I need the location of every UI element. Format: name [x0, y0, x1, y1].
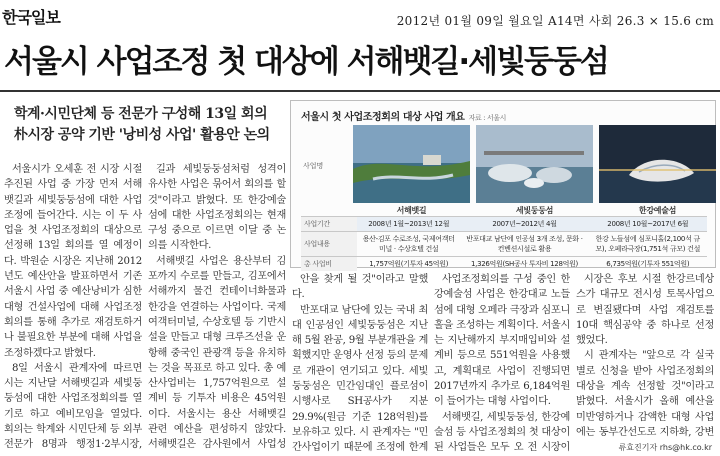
caption-art-island: 한강예술섬 — [638, 206, 677, 215]
table-cell: 2008년 1월~2013년 12월 — [357, 217, 460, 232]
graphic-title — [301, 108, 506, 123]
table-cell: 용산-김포 수로조성, 국제여객터미널 · 수상호텔 건설 — [357, 232, 460, 257]
row-label: 총 사업비 — [301, 257, 357, 272]
caption-seohae: 서해뱃길 — [396, 206, 427, 215]
project-table — [301, 216, 707, 271]
graphic-source: 자료 : 서울시 — [468, 114, 506, 122]
issue-meta: 2012년 01월 09일 월요일 A14면 사회 26.3 × 15.6 cm — [396, 14, 714, 28]
table-cell: 1,326억원(SH공사 투자비 128억원) — [460, 257, 588, 272]
subheading-1: 학계·시민단체 등 전문가 구성해 13일 회의 — [14, 106, 268, 122]
table-cell: 6,735억원(기투자 551억원) — [589, 257, 707, 272]
table-cell: 한강 노들섬에 심포니홀(2,100석 규모), 오페라극장(1,751석 규모) 건설 — [589, 232, 707, 257]
table-row — [301, 217, 707, 232]
reporter-byline: 류효진기자 rhs@hk.co.kr — [618, 443, 712, 452]
table-cell: 1,757억원(기투자 45억원) — [357, 257, 460, 272]
subheading-2: 朴시장 공약 기반 '낭비성 사업' 활용안 논의 — [14, 127, 270, 143]
table-cell: 반포대교 남단에 인공섬 3개 조성, 문화 · 컨벤션시설로 활용 — [460, 232, 588, 257]
photo-seohae-canal — [353, 125, 470, 203]
paragraph: 서울시가 오세훈 전 시장 시절 추진된 사업 중 가장 먼저 서해뱃길과 세빛둥둥섬에 대한 사업조정에 들어간다. 시는 이 두 사업을 첫 사업조정회의 대상으로 선정해 13일 회의를 열 예정이다. 박원순 시장은 지난해 2012년도 예산안을 발표하면서 기존 서울시 사업 중 예산낭비가 심한 대형 건설사업에 대해 사업조정회의를 통해 추가로 재검토하거나 불필요한 부분에 대해 사업을 조정하겠다고 밝혔다. — [4, 164, 142, 359]
article-column-5 — [576, 272, 714, 440]
paragraph: 시장은 후보 시절 한강르네상스가 대규모 전시성 토목사업으로 변질됐다며 사업 재검토를 10대 핵심공약 중 하나로 선정했었다. — [576, 274, 714, 347]
table-cell: 2008년 10월~2017년 6월 — [589, 217, 707, 232]
table-row — [301, 232, 707, 257]
article-column-1 — [4, 162, 142, 452]
paragraph: 길과 세빛둥둥섬처럼 성격이 유사한 사업은 묶어서 회의를 할 것"이라고 밝혔다. 또 한강예술섬에 대한 사업조정회의는 현재 구성 중으로 이르면 이달 중 논의를 시작한다. — [148, 164, 286, 252]
paragraph: 반포대교 남단에 있는 국내 최대 인공섬인 세빛둥둥섬은 지난해 5월 완공, 9월 부분개관을 계획했지만 운영사 선정 등의 문제로 개관이 연기되고 있다. 세빛둥둥섬은 민간임대인 플로섬이 시행사로 SH공사가 지분 29.9%(원금 기준 128억원)를 보유하고 있다. 시 관계자는 "민간사업이기 때문에 조정에 한계 — [292, 304, 428, 452]
newspaper-logo: 한국일보 — [2, 8, 60, 27]
graphic-photo-row-label: 사업명 — [303, 162, 324, 170]
paragraph: 서해뱃길, 세빛둥둥섬, 한강예술섬 등 사업조정회의 첫 대상이 된 사업들은 모두 오 전 시장이 — [434, 411, 570, 452]
article-headline: 서울시 사업조정 첫 대상에 서해뱃길·세빛둥둥섬 — [4, 44, 608, 80]
masthead — [0, 0, 720, 30]
headline-rule — [0, 90, 720, 92]
paragraph: 시 관계자는 "앞으로 각 실국별로 신청을 받아 사업조정회의 대상을 계속 선정할 것"이라고 밝혔다. 서울시가 올해 예산을 미반영하거나 감액한 대형 사업에는 동부간선도로 지하화, 강변 — [576, 350, 714, 438]
photo-hangang-art-island — [599, 125, 716, 203]
article-column-4 — [434, 272, 570, 452]
graphic-title-text: 서울시 첫 사업조정회의 대상 사업 개요 — [301, 112, 465, 123]
row-label: 사업기간 — [301, 217, 357, 232]
subheadings — [14, 104, 304, 146]
article-column-3 — [292, 272, 428, 452]
photo-floating-islands — [476, 125, 593, 203]
paragraph: 8일 서울시 관계자에 따르면 시는 지난달 서해뱃길과 세빛둥둥섬에 대한 사업조정회의를 열기로 하고 예비모임을 열었다. 회의는 학계와 시민단체 등 외부 전문가 8명과 행정1·2부시장, — [4, 362, 142, 451]
article-column-2 — [148, 162, 286, 452]
paragraph: 사업조정회의를 구성 중인 한강예술섬 사업은 한강대교 노들섬에 대형 오페라 극장과 심포니홀을 조성하는 계획이다. 서울시는 지난해까지 부지매입비와 설계비 등으로 551억원을 사용했고, 계획대로 사업이 진행되면 2017년까지 추가로 6,184억원이 들어가는 대형 사업이다. — [434, 274, 570, 408]
paragraph: 안을 찾게 될 것"이라고 말했다. — [292, 274, 428, 301]
project-overview-graphic — [290, 100, 716, 268]
table-cell: 2007년~2012년 4월 — [460, 217, 588, 232]
row-label: 사업내용 — [301, 232, 357, 257]
caption-floating-islands: 세빛둥둥섬 — [515, 206, 554, 215]
paragraph: 서해뱃길 사업은 용산부터 김포까지 수로를 만들고, 김포에서 서해까지 물건 컨테이너화물과 한강을 연결하는 사업이다. 국제여객터미널, 수상호텔 등 기반시설을 만들고 대형 크루즈선을 운항해 중국인 관광객 등을 유치하는 것을 목표로 하고 있다. 총 예산사업비는 1,757억원으로 설계비 등 기투자 비용은 45억원이다. 서울시는 용산 서해뱃길 관련 예산을 편성하지 않았다. 서해뱃길은 감사원에서 사업성 — [148, 255, 286, 451]
table-row — [301, 257, 707, 272]
